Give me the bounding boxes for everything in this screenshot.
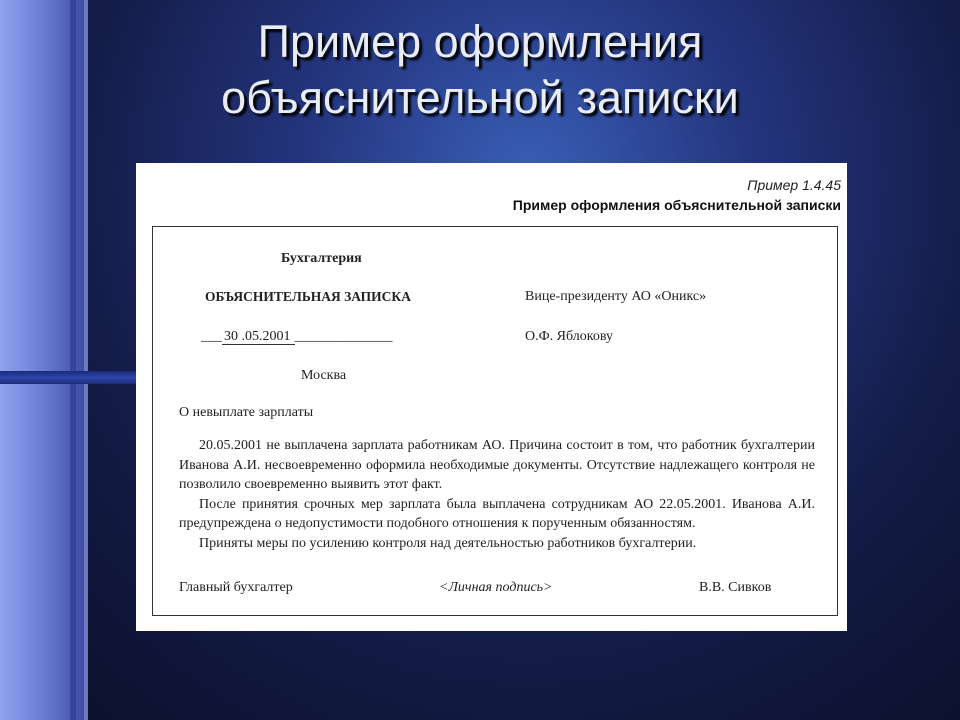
signer-title: Главный бухгалтер xyxy=(179,580,293,595)
doc-date: 30 .05.2001 xyxy=(222,329,295,345)
example-title: Пример оформления объяснительной записки xyxy=(512,197,841,213)
department: Бухгалтерия xyxy=(281,251,362,266)
addressee-line2: О.Ф. Яблокову xyxy=(525,329,613,344)
addressee-line1: Вице-президенту АО «Оникс» xyxy=(525,289,707,304)
paragraph: После принятия срочных мер зарплата была выплачена сотрудникам АО 22.05.2001. Иванова А.И. предупреждена о недопустимости подобного отношения к порученным обязанностям. xyxy=(179,496,815,531)
date-prefix: ___ xyxy=(201,329,222,344)
document-image xyxy=(136,163,847,631)
signer-name: В.В. Сивков xyxy=(699,580,772,595)
signature-placeholder: <Личная подпись> xyxy=(439,580,553,595)
place: Москва xyxy=(301,368,347,383)
slide-title-line1: Пример оформления xyxy=(257,16,703,67)
doc-type: ОБЪЯСНИТЕЛЬНАЯ ЗАПИСКА xyxy=(205,289,411,304)
decor-horizontal-line xyxy=(0,371,140,384)
slide-title xyxy=(0,14,960,126)
example-number: Пример 1.4.45 xyxy=(747,177,841,193)
subject: О невыплате зарплаты xyxy=(179,405,314,420)
date-suffix: ______________ xyxy=(294,329,393,344)
slide-title-line2: объяснительной записки xyxy=(221,72,739,123)
body-text xyxy=(179,436,815,553)
paragraph: 20.05.2001 не выплачена зарплата работникам АО. Причина состоит в том, что работник бухгалтерии Иванова А.И. несвоевременно оформила необходимые документы. Отсутствие надлежащего контроля не позволило своевременно выявить этот факт. xyxy=(179,438,815,492)
document-frame xyxy=(152,226,838,616)
date-line xyxy=(201,329,393,345)
paragraph: Приняты меры по усилению контроля над деятельностью работников бухгалтерии. xyxy=(199,535,697,551)
